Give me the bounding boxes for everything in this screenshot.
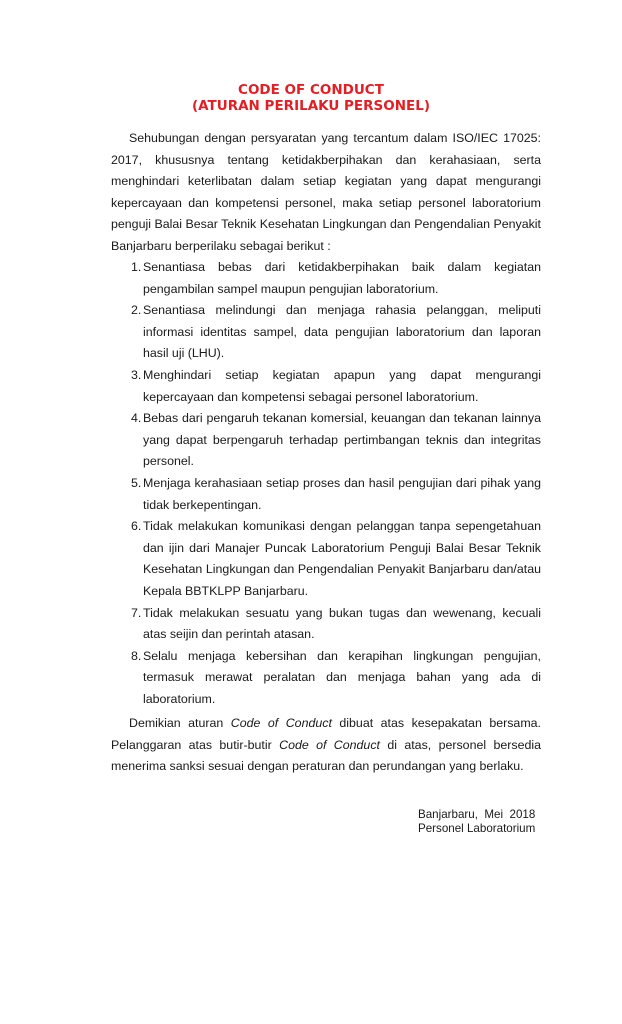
signature-role: Personel Laboratorium — [418, 822, 536, 835]
list-item-text: Menjaga kerahasiaan setiap proses dan hasil pengujian dari pihak yang tidak berkepentingan. — [143, 475, 541, 512]
list-item — [111, 408, 541, 473]
list-item-text: Tidak melakukan sesuatu yang bukan tugas dan wewenang, kecuali atas seijin dan perintah atasan. — [143, 605, 541, 642]
list-item-text: Senantiasa bebas dari ketidakberpihakan baik dalam kegiatan pengambilan sampel maupun pengujian laboratorium. — [143, 260, 541, 296]
list-item-number: 5. — [131, 475, 142, 490]
list-item-number: 1. — [131, 260, 142, 274]
intro-paragraph: Sehubungan dengan persyaratan yang tercantum dalam ISO/IEC 17025: 2017, khususnya tentang ketidakberpihakan dan kerahasiaan, serta menghindari keterlibatan dalam setiap kegiatan yang dapat mengurangi kepercayaan dan kompetensi personel, maka setiap personel laboratorium penguji Balai Besar Teknik Kesehatan Lingkungan dan Pengendalian Penyakit Banjarbaru berperilaku sebagai berikut : — [111, 131, 541, 253]
list-item-number: 8. — [131, 648, 142, 663]
list-item-number: 4. — [131, 411, 142, 426]
signature-place-date: Banjarbaru, Mei 2018 — [418, 808, 536, 821]
list-item-number: 3. — [131, 367, 142, 382]
list-item-text: Senantiasa melindungi dan menjaga rahasia pelanggan, meliputi informasi identitas sampel, data pengujian laboratorium dan laporan hasil uji (LHU). — [143, 303, 541, 361]
title-line-2: (ATURAN PERILAKU PERSONEL) — [191, 98, 431, 114]
list-item-text: Menghindari setiap kegiatan apapun yang dapat mengurangi kepercayaan dan kompetensi sebagai personel laboratorium. — [143, 367, 541, 404]
title-line-1: CODE OF CONDUCT — [238, 82, 384, 98]
closing-italic-1: Code of Conduct — [230, 716, 332, 730]
list-item-text: Bebas dari pengaruh tekanan komersial, keuangan dan tekanan lainnya yang dapat berpengaruh terhadap pertimbangan teknis dan integritas personel. — [143, 411, 541, 469]
document-title — [0, 82, 622, 114]
closing-text-3: di atas, personel bersedia menerima sanksi sesuai dengan peraturan dan perundangan yang berlaku. — [111, 737, 541, 774]
list-item-text: Tidak melakukan komunikasi dengan pelanggan tanpa sepengetahuan dan ijin dari Manajer Puncak Laboratorium Penguji Balai Besar Teknik Kesehatan Lingkungan dan Pengendalian Penyakit Banjarbaru dan/atau Kepala BBTKLPP Banjarbaru. — [143, 519, 541, 598]
list-item-text: Selalu menjaga kebersihan dan kerapihan lingkungan pengujian, termasuk merawat peralatan dan menjaga bahan yang ada di laboratorium. — [143, 648, 541, 706]
closing-text-1: Demikian aturan — [129, 716, 231, 730]
list-item-number: 2. — [131, 303, 142, 318]
closing-paragraph — [111, 713, 541, 778]
list-item — [111, 516, 541, 602]
conduct-list — [111, 257, 541, 710]
list-item-number: 7. — [131, 605, 142, 620]
signature-block — [418, 808, 548, 836]
list-item-number: 6. — [131, 519, 142, 534]
list-item — [111, 257, 541, 300]
closing-italic-2: Code of Conduct — [279, 737, 380, 752]
closing-text-2: dibuat atas kesepakatan bersama. Pelanggaran atas butir-butir — [111, 716, 541, 752]
list-item — [111, 365, 541, 408]
list-item — [111, 300, 541, 365]
list-item — [111, 603, 541, 646]
list-item — [111, 473, 541, 516]
list-item — [111, 646, 541, 711]
